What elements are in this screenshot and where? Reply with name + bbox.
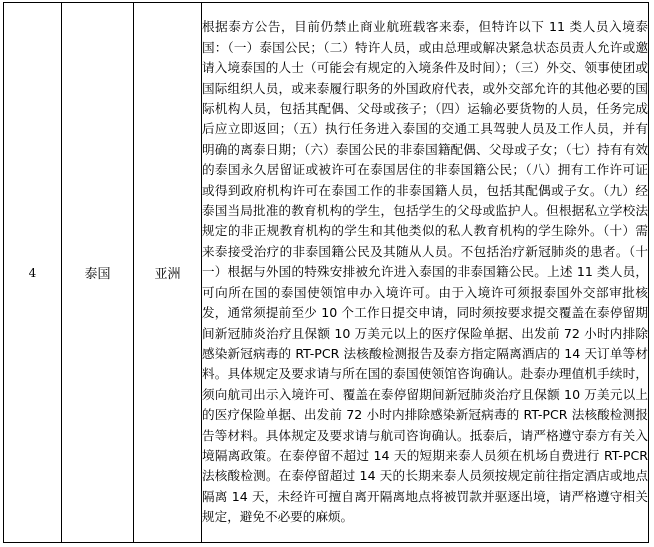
entry-policy-table [3, 2, 649, 543]
table-row [4, 3, 649, 543]
country-cell: 泰国 [62, 3, 134, 543]
region-cell: 亚洲 [134, 3, 202, 543]
policy-cell [202, 3, 649, 543]
row-number-cell: 4 [4, 3, 62, 543]
policy-text: 根据泰方公告，目前仍禁止商业航班载客来泰，但特许以下 11 类人员入境泰国：（一）泰国公民；（二）特许人员，或由总理或解决紧急状态员责人允许或邀请入境泰国的人士（可能会有规定的入境条件及时间）；（三）外交、领事使团或国际组织人员，或来泰履行职务的外国政府代表，或外交部允许的其他必要的国际机构人员，包括其配偶、父母或孩子；（四）运输必要货物的人员，任务完成后应立即返回；（五）执行任务进入泰国的交通工具驾驶人员及工作人员，并有明确的离泰日期；（六）泰国公民的非泰国籍配偶、父母或子女；（七）持有有效的泰国永久居留证或被许可在泰国居住的非泰国籍公民；（八）拥有工作许可证或得到政府机构许可在泰国工作的非泰国籍人员，包括其配偶或子女。（九）经泰国当局批准的教育机构的学生，包括学生的父母或监护人。但根据私立学校法规定的非正规教育机构的学生和其他类似的私人教育机构的学生除外。（十）需来泰接受治疗的非泰国籍公民及其随从人员。不包括治疗新冠肺炎的患者。（十一）根据与外国的特殊安排被允许进入泰国的非泰国籍公民。上述 11 类人员，可向所在国的泰国使领馆申办入境许可。由于入境许可须报泰国外交部审批核发，通常须提前至少 10 个工作日提交申请，同时须按要求提交覆盖在泰停留期间新冠肺炎治疗且保额 10 万美元以上的医疗保险单据、出发前 72 小时内排除感染新冠病毒的 RT-PCR 法核酸检测报告及泰方指定隔离酒店的 14 天订单等材料。具体规定及要求请与所在国的泰国使领馆咨询确认。赴泰办理值机手续时，须向航司出示入境许可、覆盖在泰停留期间新冠肺炎治疗且保额 10 万美元以上的医疗保险单据、出发前 72 小时内排除感染新冠病毒的 RT-PCR 法核酸检测报告等材料。具体规定及要求请与航司咨询确认。抵泰后，请严格遵守泰方有关入境隔离政策。在泰停留不超过 14 天的短期来泰人员须在机场自费进行 RT-PCR 法核酸检测。在泰停留超过 14 天的长期来泰人员须按规定前往指定酒店或地点隔离 14 天，未经许可擅自离开隔离地点将被罚款并驱逐出境，请严格遵守相关规定，避免不必要的麻烦。 [202, 19, 648, 525]
